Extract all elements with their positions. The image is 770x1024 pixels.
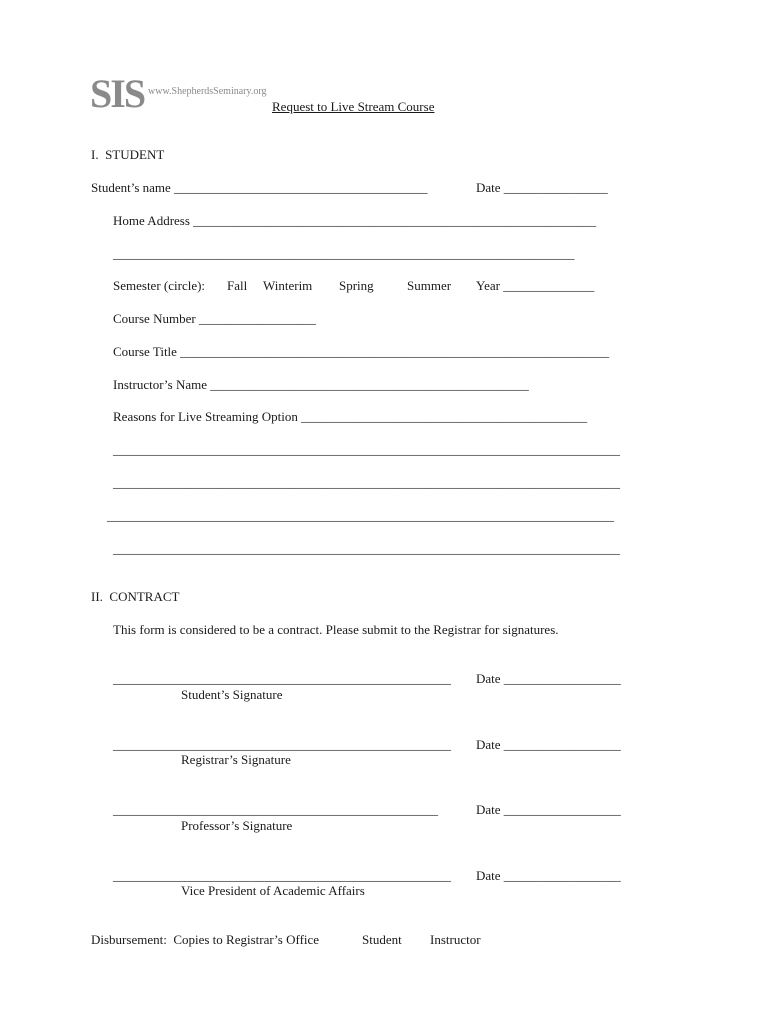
registrar-signature-line: ____________________________________________________ bbox=[113, 737, 451, 752]
registrar-signature-caption: Registrar’s Signature bbox=[181, 752, 291, 767]
disbursement-student: Student bbox=[362, 932, 402, 947]
course-title-field: Course Title __________________________________________________________________ bbox=[113, 344, 610, 359]
vp-signature-date: Date __________________ bbox=[476, 868, 621, 883]
semester-label: Semester (circle): bbox=[113, 278, 206, 293]
form-title: Request to Live Stream Course bbox=[272, 99, 435, 114]
vp-signature-caption: Vice President of Academic Affairs bbox=[181, 883, 365, 898]
home-address-field: Home Address ______________________________________________________________ bbox=[113, 213, 597, 228]
home-address-field-line-2: _______________________________________________________________________ bbox=[113, 246, 575, 261]
instructor-name-field: Instructor’s Name _________________________________________________ bbox=[113, 377, 529, 392]
vp-signature-line: ____________________________________________________ bbox=[113, 868, 451, 883]
student-signature-date: Date __________________ bbox=[476, 671, 621, 686]
reasons-blank-line: ______________________________________________________________________________ bbox=[113, 541, 620, 556]
professor-signature-date: Date __________________ bbox=[476, 802, 621, 817]
student-name-field: Student’s name _______________________________________ bbox=[91, 180, 428, 195]
seminary-website-url: www.ShepherdsSeminary.org bbox=[148, 86, 267, 97]
semester-option-winterim: Winterim bbox=[263, 278, 313, 293]
student-signature-caption: Student’s Signature bbox=[181, 687, 283, 702]
disbursement-label: Disbursement: Copies to Registrar’s Office bbox=[91, 932, 320, 947]
professor-signature-line: __________________________________________________ bbox=[113, 802, 438, 817]
disbursement-instructor: Instructor bbox=[430, 932, 481, 947]
reasons-blank-line: ______________________________________________________________________________ bbox=[113, 442, 620, 457]
seminary-logo: SIS bbox=[90, 71, 145, 116]
contract-section-heading: II. CONTRACT bbox=[91, 589, 180, 604]
student-signature-line: ____________________________________________________ bbox=[113, 671, 451, 686]
course-number-field: Course Number __________________ bbox=[113, 311, 316, 326]
semester-option-spring: Spring bbox=[339, 278, 374, 293]
student-date-field: Date ________________ bbox=[476, 180, 608, 195]
student-section-heading: I. STUDENT bbox=[91, 147, 165, 162]
year-field: Year ______________ bbox=[476, 278, 595, 293]
registrar-signature-date: Date __________________ bbox=[476, 737, 621, 752]
reasons-field: Reasons for Live Streaming Option ____________________________________________ bbox=[113, 409, 588, 424]
semester-option-fall: Fall bbox=[227, 278, 248, 293]
contract-note: This form is considered to be a contract. Please submit to the Registrar for signatures. bbox=[113, 622, 559, 637]
semester-option-summer: Summer bbox=[407, 278, 452, 293]
professor-signature-caption: Professor’s Signature bbox=[181, 818, 293, 833]
reasons-blank-line: ______________________________________________________________________________ bbox=[107, 508, 614, 523]
reasons-blank-line: ______________________________________________________________________________ bbox=[113, 475, 620, 490]
